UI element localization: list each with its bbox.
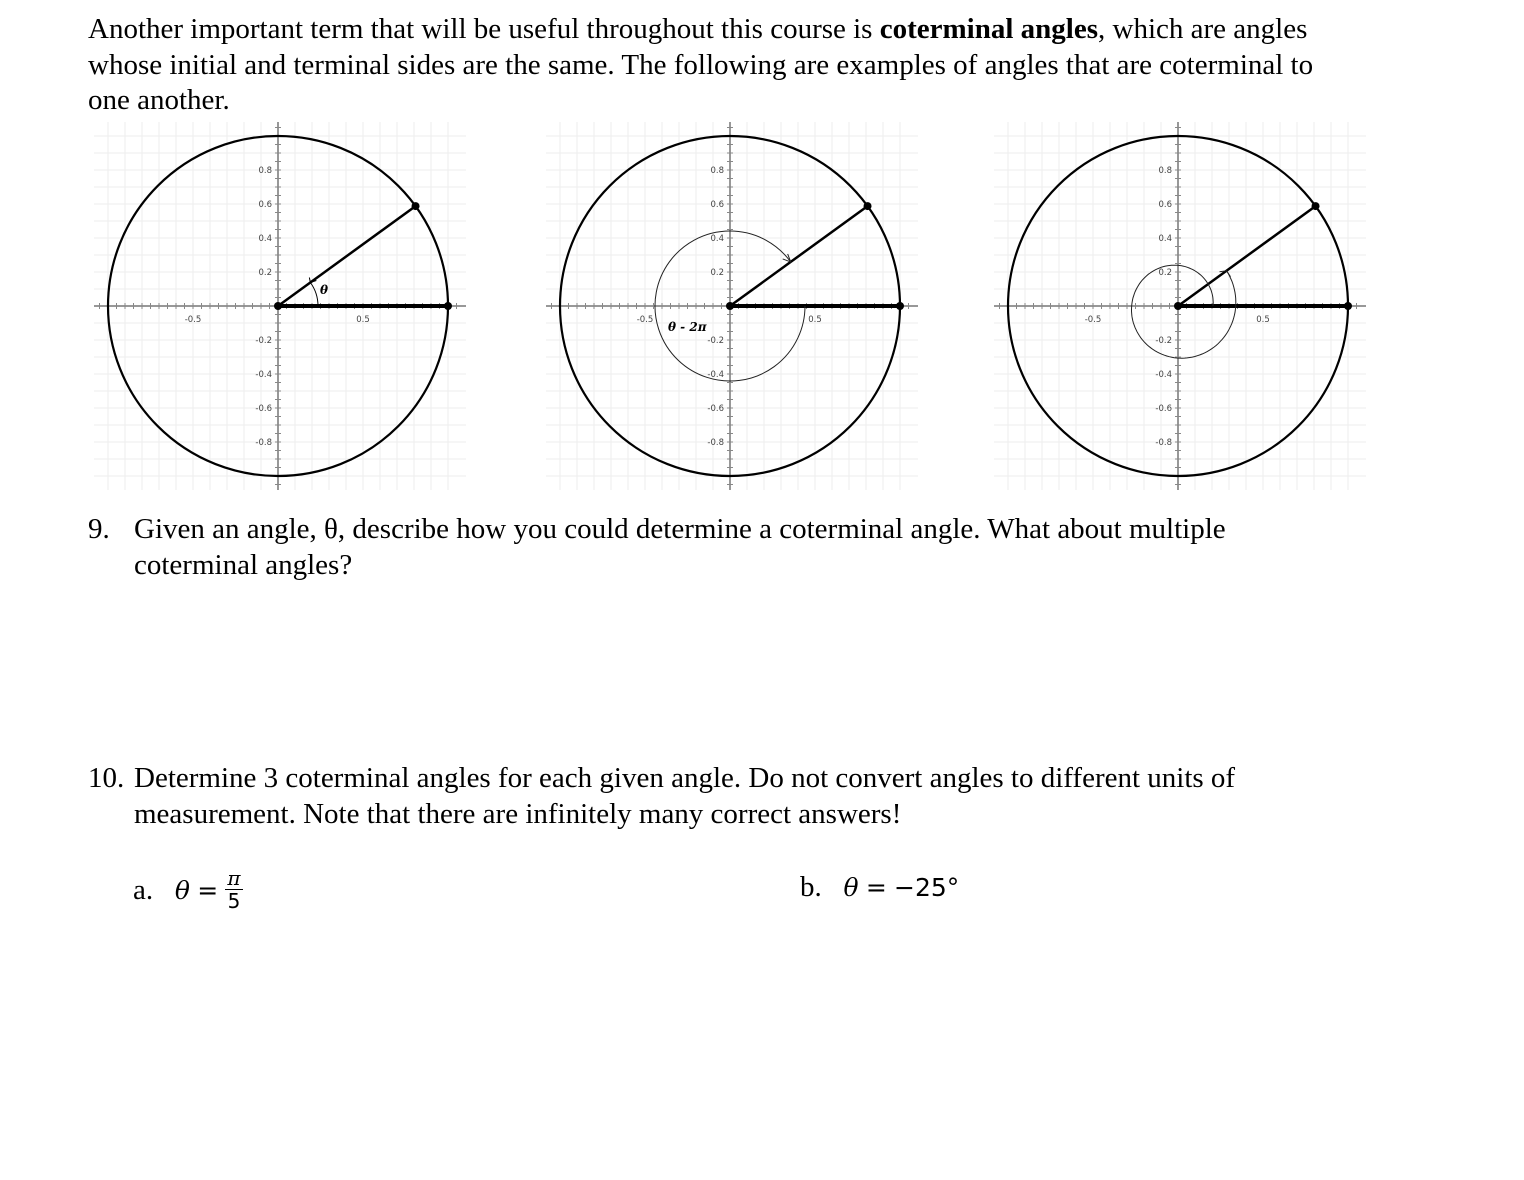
y-tick-label: 0.4: [710, 234, 724, 244]
y-tick-label: 0.6: [258, 200, 272, 210]
part-b-value: −25°: [894, 873, 960, 902]
part-a-theta: θ: [174, 876, 190, 906]
y-tick-label: 0.2: [710, 268, 724, 278]
origin-point: [274, 302, 282, 310]
part-a-fraction: [225, 867, 242, 912]
initial-point: [1344, 302, 1352, 310]
initial-point: [444, 302, 452, 310]
x-tick-label-neg: -0.5: [184, 315, 202, 325]
y-tick-label: 0.6: [710, 200, 724, 210]
question-9-number: 9.: [88, 513, 110, 545]
x-tick-label-pos: 0.5: [356, 315, 370, 325]
y-tick-label: 0.8: [710, 166, 724, 176]
unit-circle-svg-1: [90, 118, 470, 493]
y-tick-label: -0.8: [707, 438, 724, 448]
y-tick-label: -0.6: [707, 404, 724, 414]
y-tick-label: 0.4: [258, 234, 272, 244]
intro-text-after: , which are angles whose initial and terminal sides are the same. The following are examples of angles that are coterminal to one another.: [88, 13, 1314, 116]
unit-circle-figure-3: [990, 118, 1370, 493]
question-9-text: Given an angle, θ, describe how you could determine a coterminal angle. What about multiple coterminal angles?: [134, 513, 1226, 581]
origin-point: [726, 302, 734, 310]
question-10-part-a: [133, 866, 243, 915]
y-tick-label: -0.4: [1155, 370, 1172, 380]
part-b-theta: θ: [843, 873, 859, 902]
x-tick-label-neg: -0.5: [636, 315, 654, 325]
origin-point: [1174, 302, 1182, 310]
terminal-point: [864, 202, 872, 210]
part-b-label: b.: [800, 871, 822, 903]
intro-text-before: Another important term that will be useful throughout this course is: [88, 13, 880, 45]
y-tick-label: 0.8: [1158, 166, 1172, 176]
part-a-label: a.: [133, 874, 154, 907]
initial-point: [896, 302, 904, 310]
y-tick-label: -0.8: [255, 438, 272, 448]
y-tick-label: 0.2: [258, 268, 272, 278]
part-a-equals: =: [197, 876, 219, 906]
unit-circle-figure-2: [542, 118, 922, 493]
y-tick-label: -0.2: [1155, 336, 1172, 346]
unit-circle-figure-1: [90, 118, 470, 493]
y-tick-label: -0.4: [255, 370, 272, 380]
x-tick-label-neg: -0.5: [1084, 315, 1102, 325]
angle-label-theta-minus-2pi: θ - 2π: [668, 320, 707, 334]
y-tick-label: 0.2: [1158, 268, 1172, 278]
terminal-point: [412, 202, 420, 210]
unit-circle-svg-2: [542, 118, 922, 493]
y-tick-label: -0.2: [707, 336, 724, 346]
part-a-numerator: π: [227, 866, 241, 890]
y-tick-label: -0.6: [1155, 404, 1172, 414]
question-10-text: Determine 3 coterminal angles for each given angle. Do not convert angles to different units of measurement. Note that there are infinitely many correct answers!: [134, 762, 1236, 830]
question-10-number: 10.: [88, 762, 125, 794]
x-tick-label-pos: 0.5: [808, 315, 822, 325]
y-tick-label: -0.8: [1155, 438, 1172, 448]
spiral-angle-arc: [1132, 265, 1236, 358]
y-tick-label: 0.8: [258, 166, 272, 176]
y-tick-label: 0.4: [1158, 234, 1172, 244]
y-tick-label: -0.4: [707, 370, 724, 380]
angle-label-theta: θ: [320, 283, 329, 297]
y-tick-label: -0.2: [255, 336, 272, 346]
x-tick-label-pos: 0.5: [1256, 315, 1270, 325]
intro-bold-term: coterminal angles: [879, 13, 1098, 45]
intro-paragraph: [88, 12, 1328, 119]
part-b-equals: =: [865, 873, 887, 902]
unit-circle-svg-3: [990, 118, 1370, 493]
part-a-denominator: 5: [227, 889, 241, 913]
terminal-point: [1312, 202, 1320, 210]
y-tick-label: -0.6: [255, 404, 272, 414]
question-10-part-b: [800, 870, 959, 905]
y-tick-label: 0.6: [1158, 200, 1172, 210]
